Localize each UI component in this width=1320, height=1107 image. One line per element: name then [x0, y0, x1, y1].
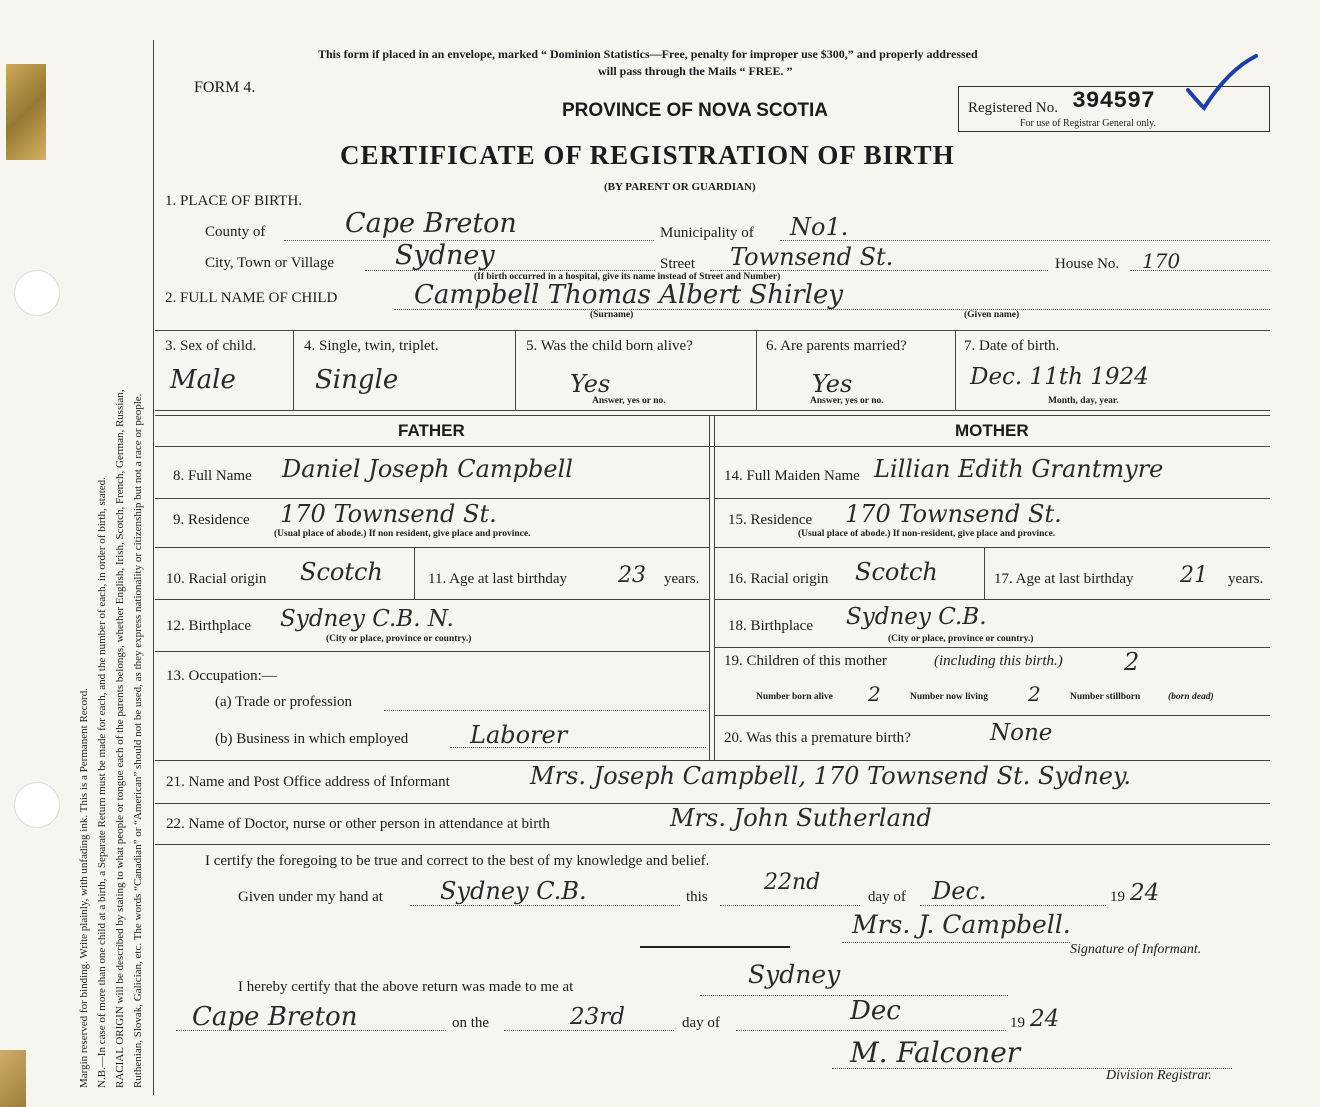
- registrar-signature: M. Falconer: [850, 1036, 1021, 1069]
- on-the-label: on the: [452, 1015, 490, 1031]
- surname-note: (Surname): [590, 310, 634, 320]
- child-name-label: 2. FULL NAME OF CHILD: [165, 290, 338, 306]
- tape-mark-bottom: [0, 1050, 26, 1107]
- given-month-value: Dec.: [932, 877, 987, 905]
- mother-name-value: Lillian Edith Grantmyre: [874, 455, 1164, 483]
- county-label: County of: [205, 224, 266, 240]
- certify-statement: I certify the foregoing to be true and correct to the best of my knowledge and belief.: [205, 853, 710, 869]
- house-label: House No.: [1055, 256, 1120, 272]
- form-left-border: [153, 40, 154, 1095]
- plurality-value: Single: [315, 365, 399, 395]
- father-race-label: 10. Racial origin: [166, 571, 267, 587]
- married-value: Yes: [812, 370, 853, 398]
- registrar-day-value: 23rd: [570, 1004, 625, 1030]
- born-alive-label: Number born alive: [756, 692, 833, 702]
- registrar-statement: I hereby certify that the above return was made to me at: [238, 979, 574, 995]
- informant-value: Mrs. Joseph Campbell, 170 Townsend St. Sydney.: [530, 762, 1131, 790]
- registrar-label: Division Registrar.: [1106, 1068, 1212, 1083]
- married-label: 6. Are parents married?: [766, 338, 907, 354]
- mother-age-label: 17. Age at last birthday: [994, 571, 1134, 587]
- born-alive-value: 2: [868, 682, 881, 706]
- hospital-note: (If birth occurred in a hospital, give its name instead of Street and Number): [474, 272, 781, 282]
- form-number: FORM 4.: [194, 79, 256, 96]
- checkmark-icon: [1180, 50, 1260, 120]
- father-birthplace-value: Sydney C.B. N.: [280, 606, 454, 632]
- year-prefix: 19: [1110, 889, 1125, 905]
- alive-label: 5. Was the child born alive?: [526, 338, 693, 354]
- racial-note-2: Ruthenian, Slovak, Galician, etc. The words “Canadian” or “American” should not be used, as they express nationality or citizenship but not a race or people.: [132, 393, 144, 1088]
- doctor-label: 22. Name of Doctor, nurse or other person in attendance at birth: [166, 816, 550, 832]
- street-label: Street: [660, 256, 695, 272]
- given-name-note: (Given name): [964, 310, 1020, 320]
- page-subtitle: (BY PARENT OR GUARDIAN): [604, 181, 756, 193]
- city-label: City, Town or Village: [205, 255, 335, 271]
- registrar-place-value: Sydney: [748, 960, 841, 989]
- binding-hole: [14, 270, 60, 316]
- father-race-value: Scotch: [300, 558, 383, 586]
- father-birthplace-note: (City or place, province or country.): [326, 634, 472, 644]
- children-note: (including this birth.): [934, 653, 1063, 669]
- dob-note: Month, day, year.: [1048, 396, 1119, 406]
- mother-name-label: 14. Full Maiden Name: [724, 468, 860, 484]
- nb-note: N.B.—In case of more than one child at a birth, a Separate Return must be made for each, and the number of each, in order of birth, stated.: [96, 477, 108, 1088]
- father-name-value: Daniel Joseph Campbell: [282, 455, 573, 483]
- sex-value: Male: [170, 365, 236, 395]
- mother-race-label: 16. Racial origin: [728, 571, 829, 587]
- father-name-label: 8. Full Name: [173, 468, 252, 484]
- reg-day-of-label: day of: [682, 1015, 720, 1031]
- registrar-county-value: Cape Breton: [192, 1002, 358, 1032]
- mother-residence-label: 15. Residence: [728, 512, 813, 528]
- occupation-label: 13. Occupation:—: [166, 668, 277, 684]
- binding-hole: [14, 782, 60, 828]
- father-abode-note: (Usual place of abode.) If non resident, give place and province.: [274, 529, 531, 539]
- dob-label: 7. Date of birth.: [964, 338, 1060, 354]
- alive-answer-note: Answer, yes or no.: [592, 396, 666, 406]
- premature-label: 20. Was this a premature birth?: [724, 730, 911, 746]
- living-value: 2: [1028, 682, 1041, 706]
- father-residence-value: 170 Townsend St.: [280, 500, 497, 528]
- father-residence-label: 9. Residence: [173, 512, 250, 528]
- registered-number: 394597: [1072, 88, 1155, 114]
- premature-value: None: [990, 720, 1053, 746]
- given-place-value: Sydney C.B.: [440, 877, 587, 905]
- mother-birthplace-note: (City or place, province or country.): [888, 634, 1034, 644]
- municipality-label: Municipality of: [660, 225, 754, 241]
- father-age-label: 11. Age at last birthday: [428, 571, 567, 587]
- father-years: years.: [664, 571, 700, 587]
- mother-abode-note: (Usual place of abode.) If non-resident, give place and province.: [798, 529, 1056, 539]
- county-value: Cape Breton: [345, 208, 517, 239]
- this-label: this: [686, 889, 708, 905]
- house-value: 170: [1142, 249, 1181, 273]
- sex-label: 3. Sex of child.: [165, 338, 257, 354]
- mother-race-value: Scotch: [855, 558, 938, 586]
- mother-heading: MOTHER: [955, 421, 1029, 440]
- postal-notice-2: will pass through the Mails “ FREE. ”: [598, 64, 793, 78]
- living-label: Number now living: [910, 692, 988, 702]
- city-value: Sydney: [395, 240, 495, 271]
- married-answer-note: Answer, yes or no.: [810, 396, 884, 406]
- registered-label: Registered No.: [968, 100, 1058, 116]
- informant-label: 21. Name and Post Office address of Informant: [166, 774, 450, 790]
- given-year-value: 24: [1130, 880, 1160, 906]
- father-birthplace-label: 12. Birthplace: [166, 618, 251, 634]
- racial-note-1: RACIAL ORIGIN will be described by stating to what people or tongue each of the parents belongs, whether English, Irish, Scotch, French, German, Russian,: [114, 389, 126, 1088]
- stillborn-label: Number stillborn: [1070, 692, 1141, 702]
- registrar-use-note: For use of Registrar General only.: [1020, 118, 1156, 129]
- alive-value: Yes: [570, 370, 611, 398]
- divider-rule: [640, 946, 790, 948]
- street-value: Townsend St.: [730, 243, 894, 271]
- mother-years: years.: [1228, 571, 1264, 587]
- doctor-value: Mrs. John Sutherland: [670, 804, 932, 832]
- children-label: 19. Children of this mother: [724, 653, 887, 669]
- dob-value: Dec. 11th 1924: [970, 364, 1149, 390]
- signature-label: Signature of Informant.: [1070, 942, 1202, 957]
- stillborn-note: (born dead): [1168, 692, 1214, 702]
- business-label: (b) Business in which employed: [215, 731, 409, 747]
- children-value: 2: [1124, 648, 1140, 676]
- given-day-value: 22nd: [764, 870, 821, 895]
- registrar-month-value: Dec: [850, 996, 901, 1026]
- mother-birthplace-label: 18. Birthplace: [728, 618, 813, 634]
- registrar-year-value: 24: [1030, 1006, 1060, 1032]
- father-heading: FATHER: [398, 421, 465, 440]
- tape-mark: [6, 64, 46, 160]
- province-heading: PROVINCE OF NOVA SCOTIA: [562, 100, 829, 121]
- mother-age-value: 21: [1180, 563, 1208, 588]
- mother-residence-value: 170 Townsend St.: [845, 500, 1062, 528]
- margin-note: Margin reserved for binding. Write plainly, with unfading ink. This is a Permanent Record.: [78, 688, 90, 1088]
- mother-birthplace-value: Sydney C.B.: [846, 604, 987, 630]
- place-section-label: 1. PLACE OF BIRTH.: [165, 193, 303, 209]
- child-name-value: Campbell Thomas Albert Shirley: [414, 280, 844, 310]
- business-value: Laborer: [470, 721, 568, 749]
- reg-year-prefix: 19: [1010, 1015, 1025, 1031]
- plurality-label: 4. Single, twin, triplet.: [304, 338, 439, 354]
- postal-notice: This form if placed in an envelope, marked “ Dominion Statistics—Free, penalty for improper use $300,” and properly addressed: [318, 47, 978, 61]
- trade-label: (a) Trade or profession: [215, 694, 353, 710]
- day-of-label: day of: [868, 889, 906, 905]
- municipality-value: No1.: [790, 213, 849, 241]
- given-label: Given under my hand at: [238, 889, 383, 905]
- informant-signature: Mrs. J. Campbell.: [852, 910, 1071, 939]
- page-title: CERTIFICATE OF REGISTRATION OF BIRTH: [340, 140, 955, 170]
- father-age-value: 23: [618, 563, 646, 588]
